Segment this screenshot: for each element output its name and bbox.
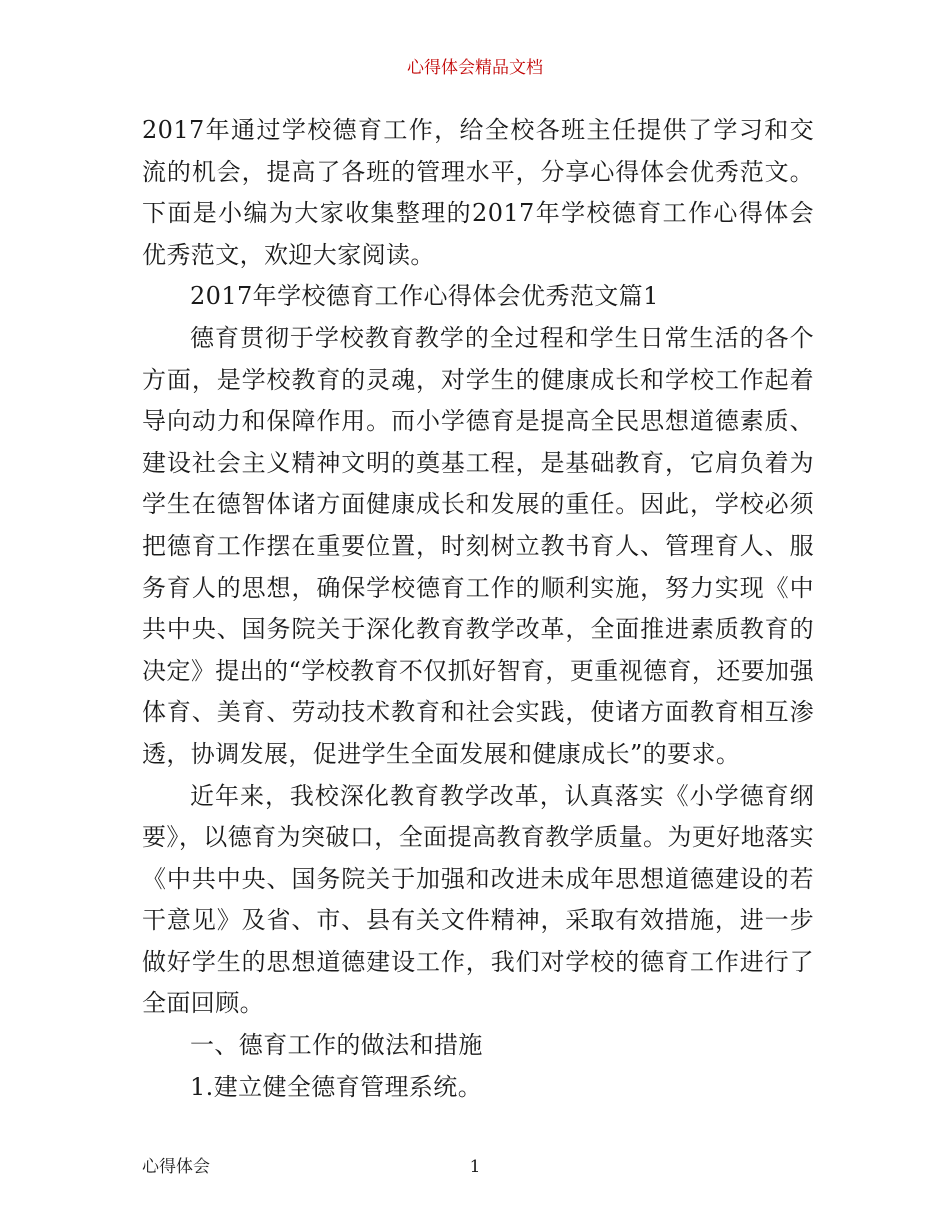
- body-paragraph: 近年来，我校深化教育教学改革，认真落实《小学德育纲要》，以德育为突破口，全面提高教育教学质量。为更好地落实《中共中央、国务院关于加强和改进未成年思想道德建设的若干意见》及省、市、县有关文件精神，采取有效措施，进一步做好学生的思想道德建设工作，我们对学校的德育工作进行了全面回顾。: [142, 781, 814, 1018]
- section-title: 2017年学校德育工作心得体会优秀范文篇1: [190, 282, 659, 311]
- document-body: [142, 110, 814, 1108]
- page-number: 1: [469, 1157, 481, 1177]
- list-item-heading: 1.建立健全德育管理系统。: [190, 1072, 483, 1101]
- body-paragraph: 德育贯彻于学校教育教学的全过程和学生日常生活的各个方面，是学校教育的灵魂，对学生的健康成长和学校工作起着导向动力和保障作用。而小学德育是提高全民思想道德素质、建设社会主义精神文明的奠基工程，是基础教育，它肩负着为学生在德智体诸方面健康成长和发展的重任。因此，学校必须把德育工作摆在重要位置，时刻树立教书育人、管理育人、服务育人的思想，确保学校德育工作的顺利实施，努力实现《中共中央、国务院关于深化教育教学改革，全面推进素质教育的决定》提出的“学校教育不仅抓好智育，更重视德育，还要加强体育、美育、劳动技术教育和社会实践，使诸方面教育相互渗透，协调发展，促进学生全面发展和健康成长”的要求。: [142, 323, 814, 768]
- footer-label: 心得体会: [142, 1157, 210, 1177]
- intro-paragraph: 2017年通过学校德育工作，给全校各班主任提供了学习和交流的机会，提高了各班的管理水平，分享心得体会优秀范文。下面是小编为大家收集整理的2017年学校德育工作心得体会优秀范文，欢迎大家阅读。: [142, 116, 814, 269]
- page-header-title: 心得体会精品文档: [407, 58, 543, 78]
- subsection-heading: 一、德育工作的做法和措施: [190, 1031, 483, 1060]
